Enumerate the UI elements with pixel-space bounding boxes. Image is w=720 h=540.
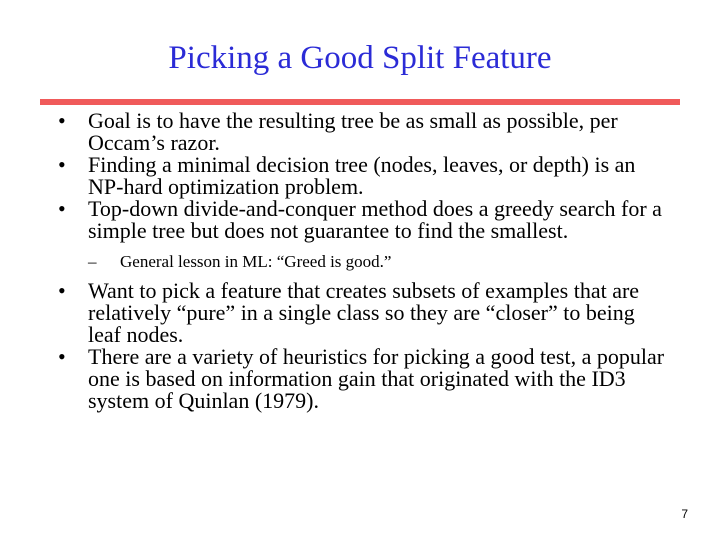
sub-bullet-item <box>58 252 668 272</box>
bullet-text: Finding a minimal decision tree (nodes, leaves, or depth) is an NP-hard optimization problem. <box>88 152 636 199</box>
dash-icon: – <box>88 252 97 271</box>
bullet-icon: • <box>58 278 66 303</box>
bullet-item <box>58 154 668 198</box>
bullet-text: Goal is to have the resulting tree be as small as possible, per Occam’s razor. <box>88 108 618 155</box>
bullet-list-secondary <box>58 280 668 412</box>
slide-title: Picking a Good Split Feature <box>168 40 552 76</box>
page-number: 7 <box>681 507 688 521</box>
bullet-icon: • <box>58 108 66 133</box>
bullet-item <box>58 110 668 154</box>
bullet-text: Want to pick a feature that creates subsets of examples that are relatively “pure” in a single class so they are “closer” to being leaf nodes. <box>88 278 640 347</box>
bullet-item <box>58 280 668 346</box>
bullet-list-primary <box>58 110 668 242</box>
bullet-icon: • <box>58 152 66 177</box>
bullet-text: Top-down divide-and-conquer method does a greedy search for a simple tree but does not guarantee to find the smallest. <box>88 196 662 243</box>
sub-bullet-text: General lesson in ML: “Greed is good.” <box>120 252 392 271</box>
bullet-icon: • <box>58 344 66 369</box>
sub-bullet-list <box>58 252 668 272</box>
bullet-text: There are a variety of heuristics for picking a good test, a popular one is based on information gain that originated with the ID3 system of Quinlan (1979). <box>88 344 665 413</box>
bullet-item <box>58 346 668 412</box>
bullet-item <box>58 198 668 242</box>
bullet-icon: • <box>58 196 66 221</box>
title-divider <box>40 99 680 105</box>
slide-content <box>58 110 668 412</box>
